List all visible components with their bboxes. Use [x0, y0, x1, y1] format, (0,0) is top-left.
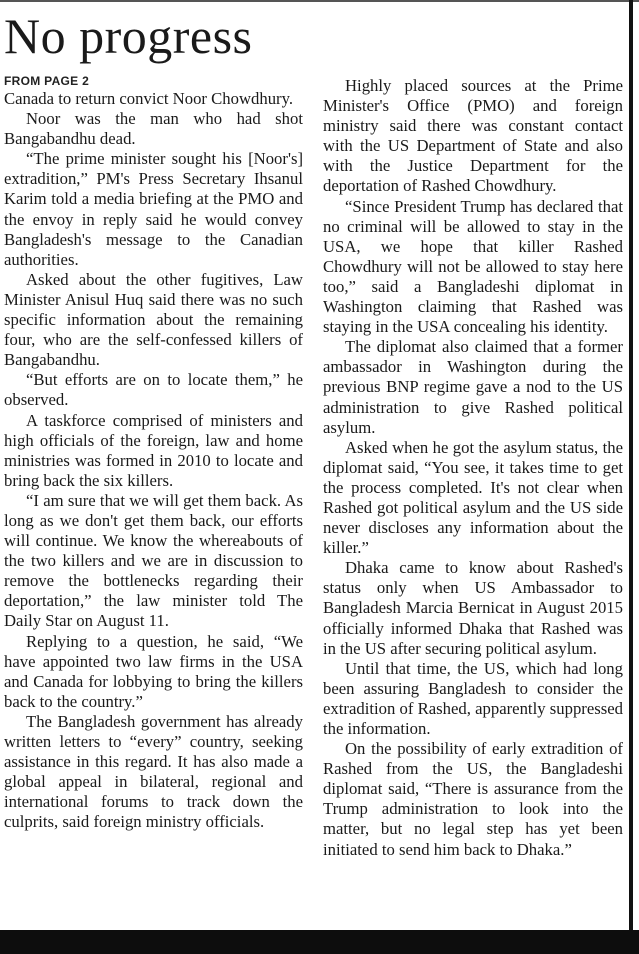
paragraph: Canada to return convict Noor Chowdhury.	[4, 89, 294, 108]
paragraph: Noor was the man who had shot Bangabandhu dead.	[4, 109, 303, 149]
scan-edge-border	[629, 0, 633, 930]
paragraph: A taskforce comprised of ministers and high officials of the foreign, law and home ministries was formed in 2010 to locate and bring back the six killers.	[4, 410, 303, 490]
right-column	[323, 76, 623, 860]
paragraph: “I am sure that we will get them back. As long as we don't get them back, our efforts will continue. We know the whereabouts of the two killers and we are in discussion to remove the bottlenecks regarding their deportation,” the law minister told The Daily Star on August 11.	[4, 490, 303, 631]
paragraph: Replying to a question, he said, “We have appointed two law firms in the USA and Canada for lobbying to bring the killers back to the country.”	[4, 631, 303, 711]
paragraph: “Since President Trump has declared that no criminal will be allowed to stay in the USA, we hope that killer Rashed Chowdhury will not be allowed to stay here too,” said a Bangladeshi diplomat in Washington claiming that Rashed was staying in the USA concealing his identity.	[323, 196, 623, 337]
continuation-kicker: FROM PAGE 2	[4, 74, 90, 88]
top-rule	[0, 0, 639, 2]
scan-bottom-band	[0, 930, 639, 954]
paragraph: Asked when he got the asylum status, the diplomat said, “You see, it takes time to get the process completed. It's not clear when Rashed got political asylum and the US side never discloses any information about the killer.”	[323, 437, 623, 558]
paragraph: “But efforts are on to locate them,” he observed.	[4, 370, 303, 410]
paragraph: “The prime minister sought his [Noor's] extradition,” PM's Press Secretary Ihsanul Karim told a media briefing at the PMO and the envoy in reply said he would convey Bangladesh's message to the Canadian authorities.	[4, 149, 303, 269]
paragraph: The Bangladesh government has already written letters to “every” country, seeking assistance in this regard. It has also made a global appeal in bilateral, regional and international forums to track down the culprits, said foreign ministry officials.	[4, 711, 303, 832]
paragraph: Asked about the other fugitives, Law Minister Anisul Huq said there was no such specific information about the remaining four, who are the self-confessed killers of Bangabandhu.	[4, 269, 303, 370]
paragraph: Dhaka came to know about Rashed's status only when US Ambassador to Bangladesh Marcia Bernicat in August 2015 officially informed Dhaka that Rashed was in the US after securing political asylum.	[323, 558, 623, 658]
paragraph: The diplomat also claimed that a former ambassador in Washington during the previous BNP regime gave a nod to the US administration to give Rashed political asylum.	[323, 337, 623, 437]
left-column	[4, 74, 303, 832]
paragraph: Highly placed sources at the Prime Minister's Office (PMO) and foreign ministry said there was constant contact with the US Department of State and also with the Justice Department for the deportation of Rashed Chowdhury.	[323, 76, 623, 196]
paragraph: Until that time, the US, which had long been assuring Bangladesh to consider the extradition of Rashed, apparently suppressed the information.	[323, 658, 623, 738]
headline: No progress	[4, 8, 253, 64]
paragraph: On the possibility of early extradition of Rashed from the US, the Bangladeshi diplomat said, “There is assurance from the Trump administration to look into the matter, but no legal step has yet been initiated to send him back to Dhaka.”	[323, 739, 623, 859]
